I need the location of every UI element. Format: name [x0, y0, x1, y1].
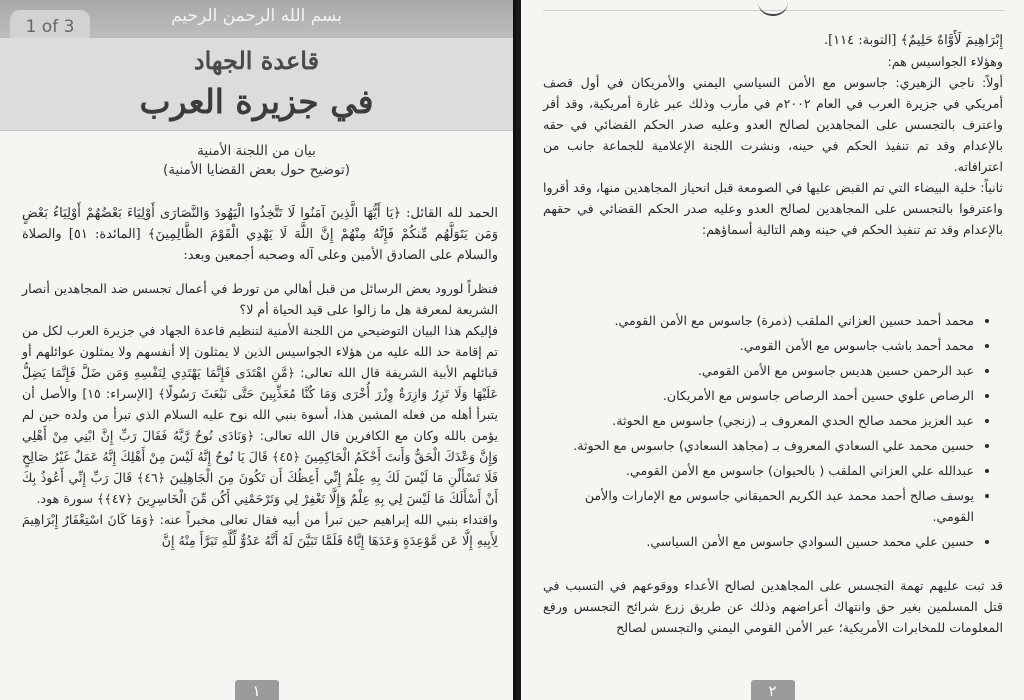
right-body-top: [543, 30, 1003, 240]
list-item: • عبد الرحمن حسين هديس جاسوس مع الأمن القومي.: [547, 360, 974, 381]
document-page-2: [521, 0, 1024, 700]
paragraph-opening: الحمد لله القائل: ﴿يَا أَيُّهَا الَّذِينَ آمَنُوا لَا تَتَّخِذُوا الْيَهُودَ وَالنَّصَارَى أَوْلِيَاءَ بَعْضُهُمْ أَوْلِيَاءُ بَعْضٍ وَمَن يَتَوَلَّهُم مِّنكُمْ فَإِنَّهُ مِنْهُمْ إِنَّ اللَّهَ لَا يَهْدِي الْقَوْمَ الظَّالِمِينَ﴾ [المائدة: ٥١] والصلاة والسلام على الصادق الأمين وعلى آله وصحبه أجمعين وبعد:: [22, 206, 498, 263]
list-item: • محمد أحمد حسين العزاني الملقب (ذمرة) جاسوس مع الأمن القومي.: [547, 310, 974, 331]
title-line-2: في جزيرة العرب: [139, 82, 374, 121]
closing-paragraph: قد ثبت عليهم تهمة التجسس على المجاهدين لصالح الأعداء ووقوعهم في التسبب في قتل المسلمين بغير حق وانتهاك أعراضهم وذلك عن طريق زرع شرائح التجسس ورفع المعلومات للمخابرات الأمريكية؛ عبر الأمن القومي اليمني والتجسس لصالح: [543, 578, 1003, 635]
second-cell-paragraph: ثانياً: خلية البيضاء التي تم القبض عليها في الصومعة قبل انحياز المجاهدين منها، وقد أقروا واعترفوا بالتجسس على المجاهدين لصالح العدو وعليه صدر الحكم القضائي في حقهم بالإعدام وقد تم تنفيذ الحكم في حينه وهم التالية أسماؤهم:: [543, 180, 1003, 237]
page-number-2: ٢: [751, 680, 795, 700]
page-counter-badge: 1 of 3: [10, 10, 90, 44]
names-list: [547, 310, 990, 556]
spies-intro: وهؤلاء الجواسيس هم:: [887, 54, 1003, 69]
list-item: • محمد أحمد باشب جاسوس مع الأمن القومي.: [547, 335, 974, 356]
paragraph-statement: فإليكم هذا البيان التوضيحي من اللجنة الأمنية لتنظيم قاعدة الجهاد في جزيرة العرب لكل من تم إقامة حد الله عليه من هؤلاء الجواسيس الذين لا يمثلون إلا أنفسهم ولا يمثلون عوائلهم أو قبائلهم الأبية الشريفة قال الله تعالى: ﴿مَّنِ اهْتَدَى فَإِنَّمَا يَهْتَدِي لِنَفْسِهِ وَمَن ضَلَّ فَإِنَّمَا يَضِلُّ عَلَيْهَا وَلَا تَزِرُ وَازِرَةٌ وِزْرَ أُخْرَى وَمَا كُنَّا مُعَذِّبِينَ حَتَّى نَبْعَثَ رَسُولًا﴾ [الإسراء: ١٥] والأصل أن يتبرأ أهله من فعله المشين هذا، أسوة بنبي الله نوح عليه السلام الذي تبرأ من ولده حين لم يؤمن بالله وكان مع الكافرين قال الله تعالى: ﴿وَنَادَى نُوحٌ رَّبَّهُ فَقَالَ رَبِّ إِنَّ ابْنِي مِنْ أَهْلِي وَإِنَّ وَعْدَكَ الْحَقُّ وَأَنتَ أَحْكَمُ الْحَاكِمِينَ ﴿٤٥﴾ قَالَ يَا نُوحُ إِنَّهُ لَيْسَ مِنْ أَهْلِكَ إِنَّهُ عَمَلٌ غَيْرُ صَالِحٍ فَلَا تَسْأَلْنِ مَا لَيْسَ لَكَ بِهِ عِلْمٌ إِنِّي أَعِظُكَ أَن تَكُونَ مِنَ الْجَاهِلِينَ ﴿٤٦﴾ قَالَ رَبِّ إِنِّي أَعُوذُ بِكَ أَنْ أَسْأَلَكَ مَا لَيْسَ لِي بِهِ عِلْمٌ وَإِلَّا تَغْفِرْ لِي وَتَرْحَمْنِي أَكُن مِّنَ الْخَاسِرِينَ ﴿٤٧﴾﴾ سورة هود.: [22, 323, 499, 506]
right-body-bottom: [543, 575, 1003, 638]
list-item: • حسين علي محمد حسين السوادي جاسوس مع الأمن السياسي.: [547, 531, 974, 552]
list-item: • يوسف صالح أحمد محمد عبد الكريم الحميقاني جاسوس مع الإمارات والأمن القومي.: [547, 485, 974, 527]
verse-ending: إِبْرَاهِيمَ لَأَوَّاهٌ حَلِيمٌ﴾ [التوبة: ١١٤].: [823, 33, 1003, 48]
document-title-box: [0, 38, 513, 131]
list-item: • عبدالله علي العزاني الملقب ( بالحيوان) جاسوس مع الأمن القومي.: [547, 460, 974, 481]
subtitle-clarification: (توضيح حول بعض القضايا الأمنية): [162, 162, 351, 178]
left-body-text: [22, 203, 498, 551]
title-line-1: قاعدة الجهاد: [193, 46, 320, 75]
first-spy-paragraph: أولاً: ناجي الزهيري: جاسوس مع الأمن السياسي اليمني والأمريكان في أول قصف أمريكي في جزيرة العرب في العام ٢٠٠٢م في مأرب وذلك عبر غارة أمريكية، وقد أقر واعترف بالتجسس على المجاهدين لصالح العدو وعليه صدر الحكم القضائي في حقه بالإعدام وقد تم تنفيذ الحكم في حينه، ونشرت اللجنة الإعلامية للجماعة جانب من اعترافاته.: [543, 75, 1003, 174]
list-item: • الرصاص علوي حسين أحمد الرصاص جاسوس مع الأمريكان.: [547, 385, 974, 406]
top-ornament-icon: [758, 2, 788, 16]
list-item: • عبد العزيز محمد صالح الحدي المعروف بـ (زنجي) جاسوس مع الحوثة.: [547, 410, 974, 431]
list-item: • حسين محمد علي السعادي المعروف بـ (مجاهد السعادي) جاسوس مع الحوثة.: [547, 435, 974, 456]
paragraph-ibrahim: واقتداء بنبي الله إبراهيم حين تبرأ من أبيه فقال تعالى مخبراً عنه: ﴿وَمَا كَانَ اسْتِغْفَارُ إِبْرَاهِيمَ لِأَبِيهِ إِلَّا عَن مَّوْعِدَةٍ وَعَدَهَا إِيَّاهُ فَلَمَّا تَبَيَّنَ لَهُ أَنَّهُ عَدُوٌّ لِّلَّهِ تَبَرَّأَ مِنْهُ إِنَّ: [22, 512, 498, 548]
basmala-header: بسم الله الرحمن الرحيم: [171, 6, 342, 26]
paragraph-intro: فنظراً لورود بعض الرسائل من قبل أهالي من تورط في أعمال تجسس ضد المجاهدين أنصار الشريعة لمعرفة هل ما زالوا على قيد الحياة أم لا؟: [22, 281, 498, 317]
page-number-1: ١: [235, 680, 279, 700]
subtitle-statement: بيان من اللجنة الأمنية: [197, 143, 316, 159]
